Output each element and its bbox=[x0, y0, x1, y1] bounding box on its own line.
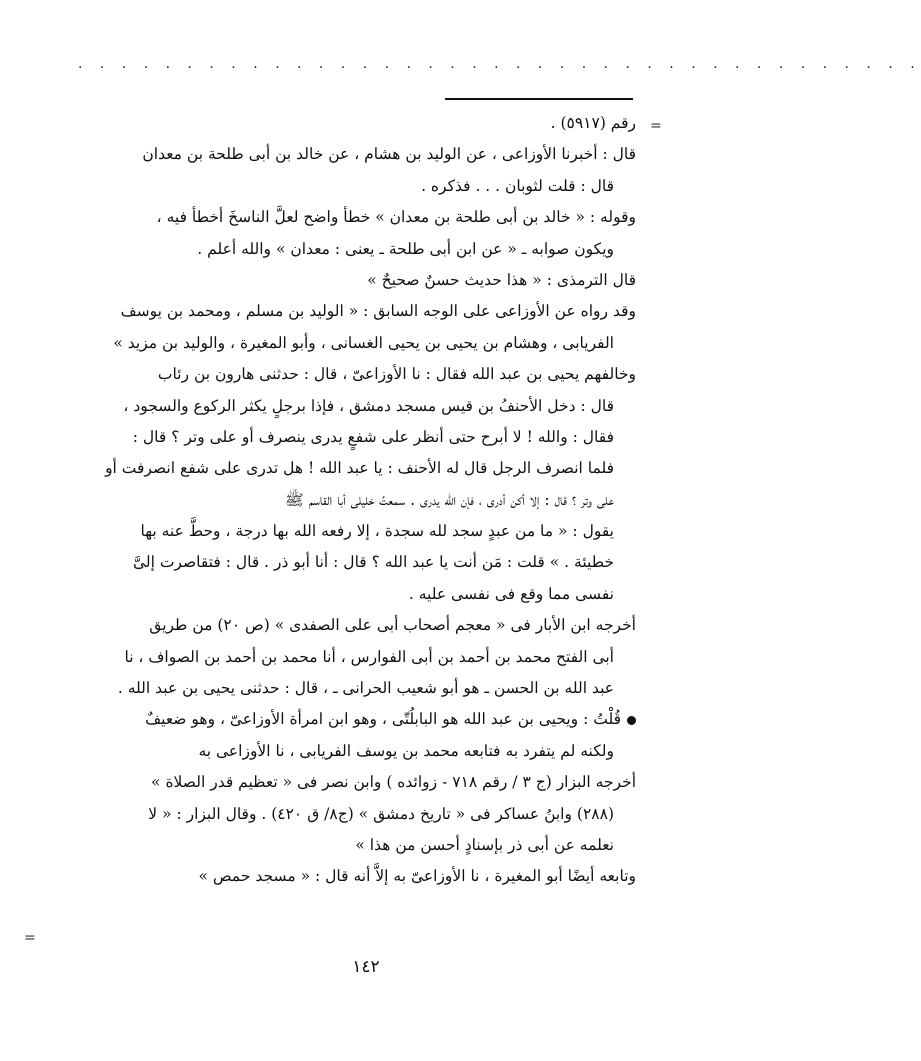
text-line-6: قال الترمذى : « هذا حديث حسنٌ صحيحٌ » bbox=[367, 270, 636, 289]
text-line-5: ويكون صوابه ـ « عن ابن أبى طلحة ـ يعنى : معدان » والله أعلم . bbox=[197, 239, 614, 258]
text-line-3: قال : قلت لثوبان . . . فذكره . bbox=[421, 176, 614, 195]
dotted-separator: . . . . . . . . . . . . . . . . . . . . . . . . . . . . . . . . . . . . . . . bbox=[78, 56, 921, 72]
text-line-14: يقول : « ما من عبدٍ سجد لله سجدة ، إلا رفعه الله بها درجة ، وحطَّ عنه بها bbox=[140, 522, 614, 541]
text-line-20-content: قُلْتُ : ويحيى بن عبد الله هو البابلُتّى ، وهو ابن امرأة الأوزاعىّ ، وهو ضعيفٌ bbox=[145, 710, 621, 729]
text-line-15: خطيئة . » قلت : مَن أنت يا عبد الله ؟ قال : أنا أبو ذر . قال : فتقاصرت إلىَّ bbox=[132, 553, 614, 572]
text-line-21: ولكنه لم يتفرد به فتابعه محمد بن يوسف الفريابى ، نا الأوزاعى به bbox=[198, 741, 614, 760]
text-line-23: (٢٨٨) وابنُ عساكر فى « تاريخ دمشق » (ج٨/ ق ٤٢٠) . وقال البزار : « لا bbox=[148, 804, 614, 823]
text-line-7: وقد رواه عن الأوزاعى على الوجه السابق : « الوليد بن مسلم ، ومحمد بن يوسف bbox=[120, 302, 636, 321]
bullet-icon bbox=[627, 716, 636, 725]
text-line-22: أخرجه البزار (ج ٣ / رقم ٧١٨ - زوائده ) وابن نصر فى « تعظيم قدر الصلاة » bbox=[151, 773, 636, 792]
margin-mark-top: = bbox=[650, 118, 662, 134]
text-line-8: الفريابى ، وهشام بن يحيى بن يحيى الغسانى ، وأبو المغيرة ، والوليد بن مزيد » bbox=[113, 333, 614, 352]
text-line-9: وخالفهم يحيى بن عبد الله فقال : نا الأوزاعىّ ، قال : حدثنى هارون بن رئاب bbox=[157, 365, 636, 384]
text-line-20 bbox=[62, 704, 636, 735]
text-line-4: وقوله : « خالد بن أبى طلحة بن معدان » خطأ واضح لعلَّ الناسخَ أخطأ فيه ، bbox=[156, 208, 636, 227]
text-line-2: قال : أخبرنا الأوزاعى ، عن الوليد بن هشام ، عن خالد بن أبى طلحة بن معدان bbox=[142, 145, 636, 164]
text-line-11: فقال : والله ! لا أبرح حتى أنظر على شفعٍ يدرى ينصرف أو على وتر ؟ قال : bbox=[132, 427, 614, 446]
text-line-10: قال : دخل الأحنفُ بن قيس مسجد دمشق ، فإذا برجلٍ يكثر الركوع والسجود ، bbox=[123, 396, 614, 415]
text-line-12: فلما انصرف الرجل قال له الأحنف : يا عبد الله ! هل تدرى على شفع انصرفت أو bbox=[105, 459, 614, 478]
text-line-13: على وتر ؟ قال : إلا أكن أدرى ، فإن الله يدرى . سمعتُ خليلى أبا القاسم ﷺ bbox=[285, 490, 614, 509]
header-rule bbox=[445, 98, 633, 100]
text-line-1: رقم (٥٩١٧) . bbox=[550, 114, 636, 132]
text-line-25: وتابعه أيضًا أبو المغيرة ، نا الأوزاعىّ به إلاَّ أنه قال : « مسجد حمص » bbox=[198, 867, 636, 886]
text-line-16: نفسى مما وقع فى نفسى عليه . bbox=[408, 584, 614, 603]
text-line-19: عبد الله بن الحسن ـ هو أبو شعيب الحرانى ـ ، قال : حدثنى يحيى بن عبد الله . bbox=[117, 679, 614, 698]
text-line-18: أبى الفتح محمد بن أحمد بن أبى الفوارس ، أنا محمد بن أحمد بن الصواف ، نا bbox=[124, 647, 614, 666]
page-number: ١٤٢ bbox=[352, 957, 380, 977]
margin-mark-bottom: = bbox=[24, 930, 36, 946]
body-text bbox=[62, 108, 636, 893]
text-line-24: نعلمه عن أبى ذر بإسنادٍ أحسن من هذا » bbox=[355, 835, 614, 854]
text-line-17: أخرجه ابن الأبار فى « معجم أصحاب أبى على الصفدى » (ص ٢٠) من طريق bbox=[149, 616, 636, 635]
